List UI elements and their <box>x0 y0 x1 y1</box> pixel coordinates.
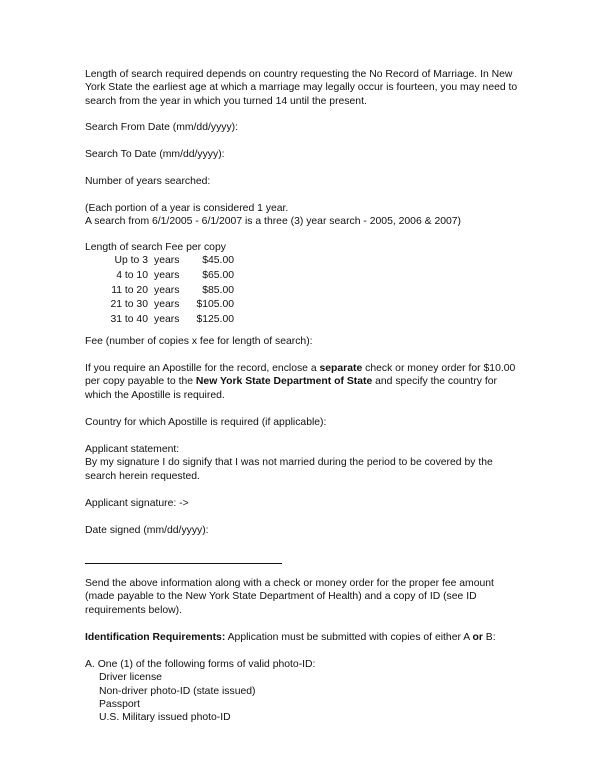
fee-table-header: Length of search Fee per copy <box>85 242 226 253</box>
apostille-bold-separate: separate <box>319 363 363 374</box>
portion-note <box>85 202 525 229</box>
fee-unit: years <box>154 269 180 281</box>
applicant-statement <box>85 443 525 483</box>
id-requirements-text-2: B: <box>482 632 496 643</box>
fee-amount: $65.00 <box>202 269 234 281</box>
years-searched-label: Number of years searched: <box>85 176 211 187</box>
fee-unit: years <box>154 314 180 326</box>
fee-range: 11 to 20 <box>111 284 148 296</box>
table-row <box>85 284 234 299</box>
apostille-text-3: and specify the country for which the Apostille is required. <box>85 376 497 401</box>
fee-label: Fee (number of copies x fee for length of search): <box>85 336 313 347</box>
applicant-signature-label: Applicant signature: -> <box>85 498 189 509</box>
fee-range: Up to 3 <box>114 255 148 266</box>
option-a <box>85 658 525 724</box>
fee-unit: years <box>154 299 180 311</box>
portion-note-line-1: (Each portion of a year is considered 1 year. <box>85 203 289 214</box>
search-from-date-label: Search From Date (mm/dd/yyyy): <box>85 122 239 133</box>
table-row <box>85 313 234 328</box>
apostille-bold-department: New York State Department of State <box>195 376 373 388</box>
send-info-paragraph: Send the above information along with a check or money order for the proper fee amount (made payable to the New York State Department of Health) and a copy of ID (see ID requirements below). <box>85 578 494 616</box>
list-item: Driver license <box>99 672 162 684</box>
fee-unit: years <box>154 284 180 296</box>
table-row <box>85 254 234 269</box>
fee-unit: years <box>154 255 180 266</box>
search-to-date-label: Search To Date (mm/dd/yyyy): <box>85 149 225 160</box>
fee-amount: $45.00 <box>202 255 234 266</box>
id-requirements-or: or <box>472 632 483 643</box>
id-requirements-text-1: Application must be submitted with copies of either A <box>225 632 473 643</box>
table-row <box>85 269 234 284</box>
table-row <box>85 298 234 313</box>
fee-table <box>85 254 234 328</box>
fee-range: 21 to 30 <box>110 299 148 311</box>
apostille-text-2: check or money order for $10.00 per copy payable to the <box>85 363 516 388</box>
signature-line <box>85 563 282 564</box>
intro-paragraph: Length of search required depends on country requesting the No Record of Marriage. In New York State the earliest age at which a marriage may legally occur is fourteen, you may need to search from the year in which you turned 14 until the present. <box>85 69 518 107</box>
option-a-heading: A. One (1) of the following forms of valid photo-ID: <box>85 659 316 670</box>
date-signed-label: Date signed (mm/dd/yyyy): <box>85 525 209 536</box>
fee-range: 31 to 40 <box>110 314 148 326</box>
applicant-statement-heading: Applicant statement: <box>85 444 180 455</box>
list-item: U.S. Military issued photo-ID <box>99 712 231 724</box>
portion-note-line-2: A search from 6/1/2005 - 6/1/2007 is a three (3) year search - 2005, 2006 & 2007) <box>85 216 462 228</box>
fee-amount: $125.00 <box>196 314 234 326</box>
apostille-text-1: If you require an Apostille for the record, enclose a <box>85 363 320 374</box>
id-requirements <box>85 631 525 644</box>
apostille-country-label: Country for which Apostille is required (if applicable): <box>85 417 327 428</box>
id-requirements-label: Identification Requirements: <box>85 632 226 643</box>
list-item: Non-driver photo-ID (state issued) <box>99 685 256 697</box>
fee-range: 4 to 10 <box>116 269 148 281</box>
list-item: Passport <box>99 698 141 710</box>
fee-amount: $105.00 <box>196 299 234 311</box>
fee-amount: $85.00 <box>202 284 234 296</box>
applicant-statement-text: By my signature I do signify that I was not married during the period to be covered by the search herein requested. <box>85 457 493 482</box>
apostille-paragraph <box>85 362 525 402</box>
